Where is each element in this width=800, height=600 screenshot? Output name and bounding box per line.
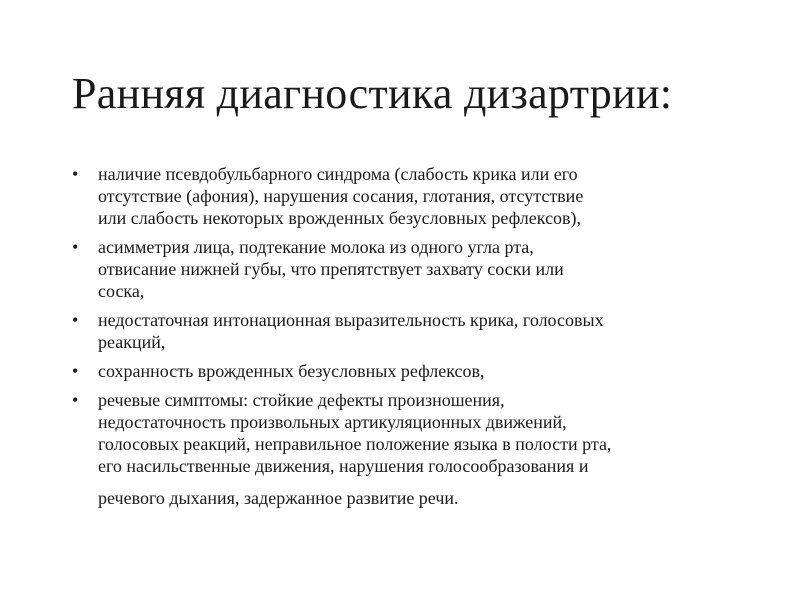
bullet-dot-icon: • [72, 310, 79, 330]
bullet-item [72, 309, 744, 353]
bullet-dot-icon: • [72, 361, 79, 381]
bullet-item [72, 163, 744, 229]
bullet-item [72, 360, 744, 382]
bullet-dot-icon: • [72, 237, 79, 257]
bullet-dot-icon: • [72, 164, 79, 184]
bullet-text: сохранность врожденных безусловных рефлексов, [98, 361, 485, 381]
bullet-list [72, 163, 744, 516]
slide-title: Ранняя диагностика дизартрии: [72, 69, 673, 118]
bullet-text: речевые симптомы: стойкие дефекты произношения, недостаточность произвольных артикуляционных движений, голосовых реакций, неправильное положение языка в полости рта, его насильственные движения, нарушения голосообразования и [98, 390, 612, 476]
bullet-item [72, 389, 744, 509]
bullet-text: недостаточная интонационная выразительность крика, голосовых реакций, [98, 310, 604, 352]
bullet-text: наличие псевдобульбарного синдрома (слабость крика или его отсутствие (афония), нарушения сосания, глотания, отсутствие или слабость некоторых врожденных безусловных рефлексов), [98, 164, 584, 228]
bullet-item [72, 236, 744, 302]
bullet-dot-icon: • [72, 390, 79, 410]
bullet-text-continuation: речевого дыхания, задержанное развитие речи. [98, 488, 459, 508]
bullet-text: асимметрия лица, подтекание молока из одного угла рта, отвисание нижней губы, что препятствует захвату соски или соска, [98, 237, 564, 301]
